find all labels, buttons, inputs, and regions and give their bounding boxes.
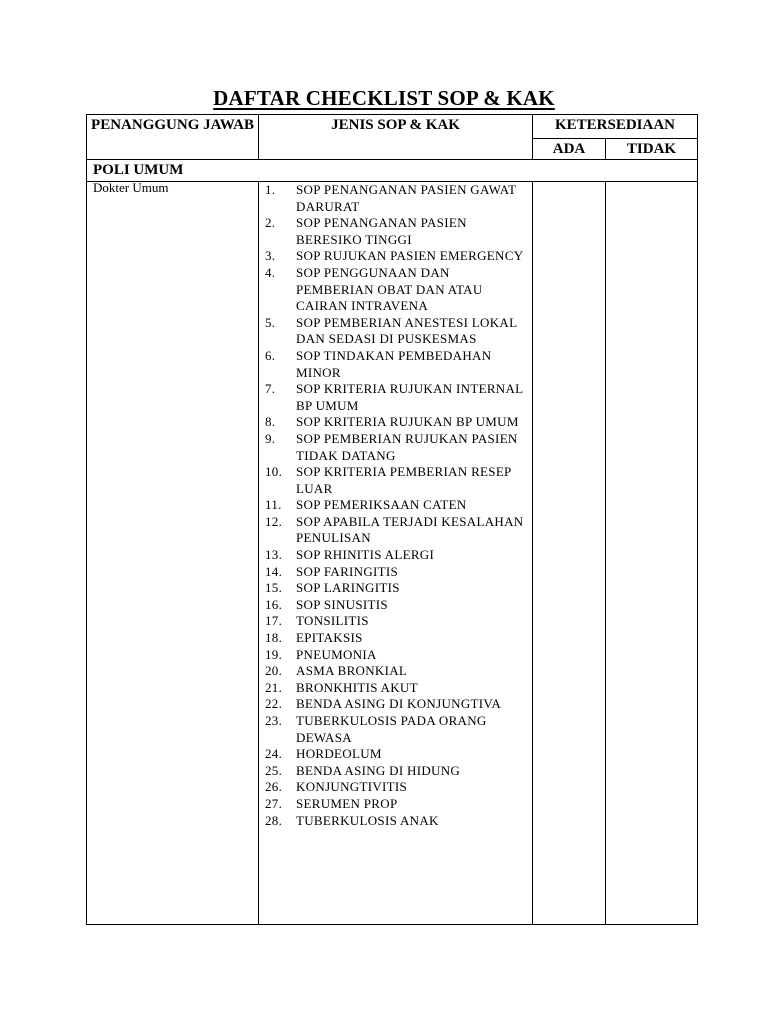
sop-item-text: HORDEOLUM xyxy=(296,746,382,762)
sop-item-number: 2. xyxy=(265,215,276,231)
sop-item-number: 12. xyxy=(265,513,283,529)
sop-item-text: KONJUNGTIVITIS xyxy=(296,779,408,795)
sop-item xyxy=(259,630,532,647)
sop-item xyxy=(259,547,532,564)
sop-item-number: 23. xyxy=(265,713,283,728)
header-ketersediaan: KETERSEDIAAN xyxy=(533,115,698,139)
responsible-label: Dokter Umum xyxy=(93,180,169,195)
sop-item-text: SERUMEN PROP xyxy=(296,795,398,811)
sop-item xyxy=(259,248,532,265)
sop-item-number: 17. xyxy=(265,613,283,629)
sop-item xyxy=(259,647,532,664)
sop-item xyxy=(259,813,532,830)
sop-item xyxy=(259,597,532,614)
sop-item xyxy=(259,713,532,746)
sop-item-number: 11. xyxy=(265,497,282,513)
sop-item xyxy=(259,613,532,630)
sop-item xyxy=(259,215,532,248)
sop-item-number: 9. xyxy=(265,430,276,446)
sop-item-number: 4. xyxy=(265,264,276,280)
sop-item-text: BRONKHITIS AKUT xyxy=(296,679,418,695)
sop-item-text: SOP PEMERIKSAAN CATEN xyxy=(296,497,467,513)
sop-item-text: SOP PEMBERIAN ANESTESI LOKAL DAN SEDASI DI PUSKESMAS xyxy=(296,314,517,347)
sop-item-text: SOP RHINITIS ALERGI xyxy=(296,547,435,563)
sop-item xyxy=(259,315,532,348)
sop-item xyxy=(259,514,532,547)
sop-item-text: ASMA BRONKIAL xyxy=(296,663,408,679)
sop-item-number: 26. xyxy=(265,779,283,795)
header-penanggung-jawab: PENANGGUNG JAWAB xyxy=(87,115,259,160)
section-poli-umum: POLI UMUM xyxy=(87,160,698,182)
sop-item-text: SOP APABILA TERJADI KESALAHAN PENULISAN xyxy=(296,513,524,546)
sop-item-text: SOP SINUSITIS xyxy=(296,596,388,612)
responsible-cell xyxy=(87,182,259,925)
sop-item-number: 5. xyxy=(265,314,276,330)
sop-item-text: PNEUMONIA xyxy=(296,646,377,662)
sop-item-text: SOP TINDAKAN PEMBEDAHAN MINOR xyxy=(296,347,492,380)
sop-item-number: 19. xyxy=(265,646,283,662)
sop-item-number: 21. xyxy=(265,679,283,695)
sop-item-number: 6. xyxy=(265,347,276,363)
sop-item-text: TUBERKULOSIS PADA ORANG DEWASA xyxy=(296,713,487,745)
sop-item-text: SOP PENANGANAN PASIEN GAWAT DARURAT xyxy=(296,182,517,214)
sop-list-cell xyxy=(259,182,533,925)
sop-item xyxy=(259,497,532,514)
sop-item xyxy=(259,182,532,215)
sop-item-number: 28. xyxy=(265,812,283,828)
sop-item xyxy=(259,464,532,497)
checklist-table xyxy=(86,114,698,925)
sop-item xyxy=(259,348,532,381)
sop-item-text: TUBERKULOSIS ANAK xyxy=(296,812,439,828)
sop-item-text: EPITAKSIS xyxy=(296,630,363,646)
sop-item xyxy=(259,696,532,713)
sop-item xyxy=(259,680,532,697)
sop-item-number: 1. xyxy=(265,182,276,197)
sop-item-number: 25. xyxy=(265,762,283,778)
sop-item-text: SOP KRITERIA RUJUKAN BP UMUM xyxy=(296,414,519,430)
header-ada: ADA xyxy=(533,138,606,159)
sop-item xyxy=(259,580,532,597)
sop-list xyxy=(259,182,532,829)
sop-item xyxy=(259,763,532,780)
sop-item-text: BENDA ASING DI HIDUNG xyxy=(296,762,461,778)
sop-item xyxy=(259,431,532,464)
ada-checkbox-column[interactable] xyxy=(533,182,606,925)
page-title: DAFTAR CHECKLIST SOP & KAK xyxy=(213,86,555,110)
sop-item-text: SOP PENANGANAN PASIEN BERESIKO TINGGI xyxy=(296,215,467,247)
sop-item-number: 22. xyxy=(265,696,283,712)
sop-item-number: 20. xyxy=(265,663,283,679)
sop-item xyxy=(259,381,532,414)
sop-item-text: SOP RUJUKAN PASIEN EMERGENCY xyxy=(296,248,524,264)
sop-item xyxy=(259,796,532,813)
sop-item-number: 24. xyxy=(265,746,283,762)
sop-item-text: SOP KRITERIA RUJUKAN INTERNAL BP UMUM xyxy=(296,381,523,413)
sop-item xyxy=(259,746,532,763)
sop-item-number: 7. xyxy=(265,381,276,397)
sop-item-number: 16. xyxy=(265,596,283,612)
sop-item xyxy=(259,779,532,796)
sop-item-number: 8. xyxy=(265,414,276,430)
header-tidak: TIDAK xyxy=(606,138,698,159)
tidak-checkbox-column[interactable] xyxy=(606,182,698,925)
sop-item-text: SOP PENGGUNAAN DAN PEMBERIAN OBAT DAN ATAU CAIRAN INTRAVENA xyxy=(296,264,483,314)
sop-item-number: 14. xyxy=(265,563,283,579)
sop-item-text: SOP PEMBERIAN RUJUKAN PASIEN TIDAK DATANG xyxy=(296,430,518,463)
sop-item-number: 15. xyxy=(265,580,283,596)
sop-item-text: TONSILITIS xyxy=(296,613,369,629)
sop-item-number: 10. xyxy=(265,464,283,480)
sop-item xyxy=(259,414,532,431)
sop-item xyxy=(259,265,532,315)
sop-item-text: SOP FARINGITIS xyxy=(296,563,399,579)
sop-item-number: 3. xyxy=(265,248,276,264)
sop-item-text: SOP KRITERIA PEMBERIAN RESEP LUAR xyxy=(296,464,512,496)
sop-item-number: 18. xyxy=(265,630,283,646)
sop-item xyxy=(259,564,532,581)
sop-item-text: SOP LARINGITIS xyxy=(296,580,400,596)
sop-item-number: 27. xyxy=(265,795,283,811)
sop-item-text: BENDA ASING DI KONJUNGTIVA xyxy=(296,696,502,712)
sop-item xyxy=(259,663,532,680)
header-jenis-sop-kak: JENIS SOP & KAK xyxy=(259,115,533,160)
sop-item-number: 13. xyxy=(265,547,283,563)
